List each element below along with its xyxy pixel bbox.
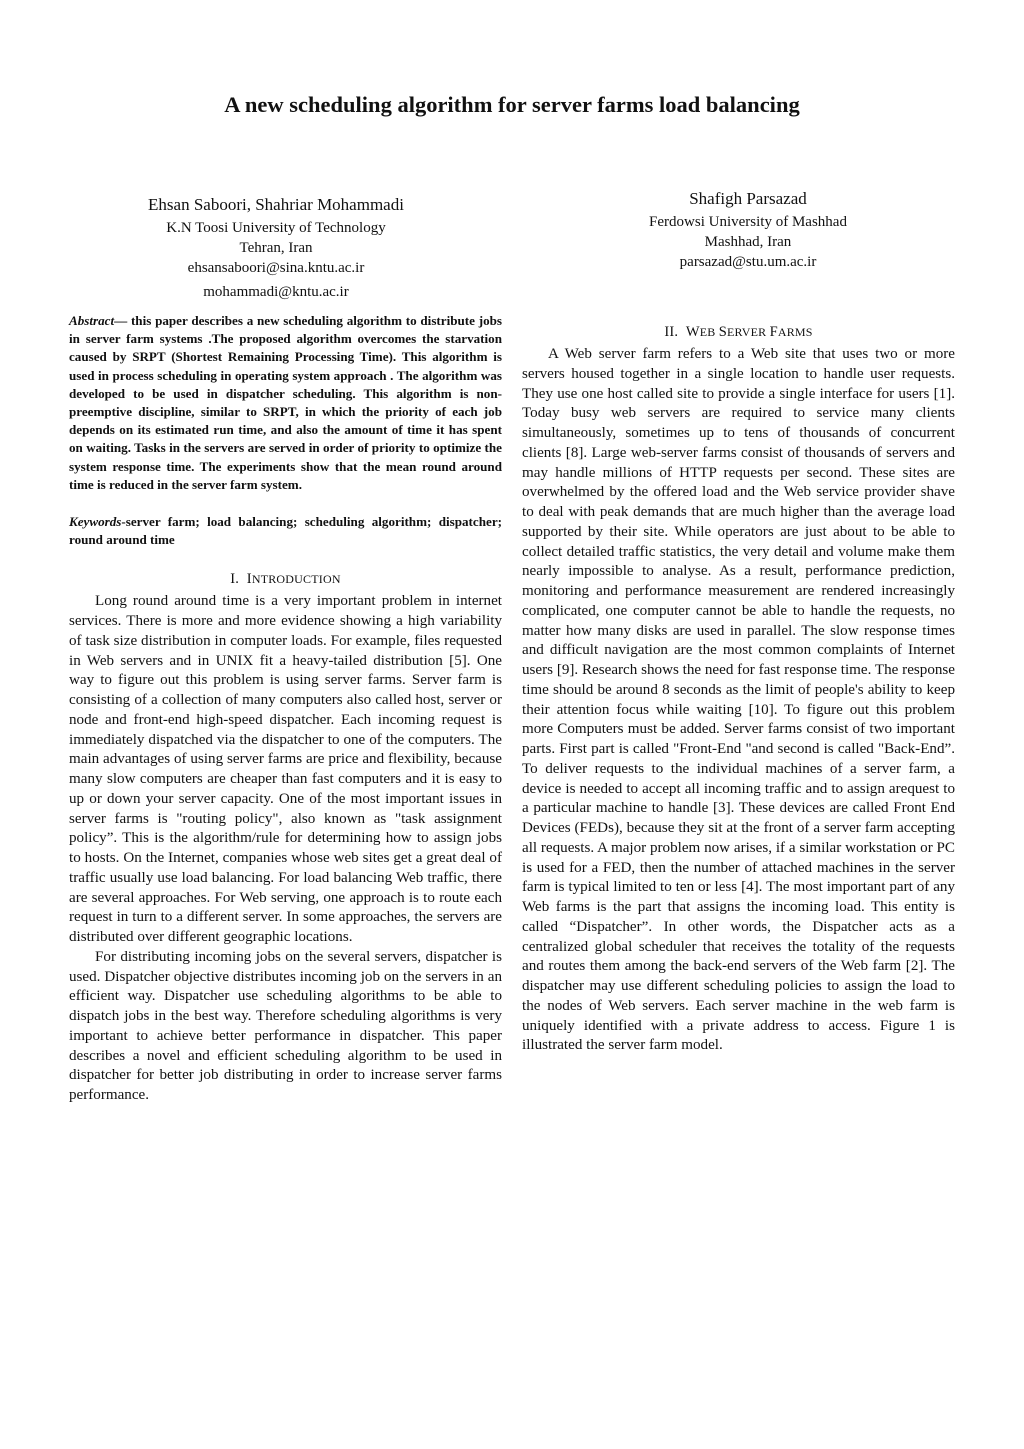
abstract	[69, 312, 502, 494]
right-column	[522, 324, 955, 1056]
heading-rest: ERVER	[726, 325, 770, 339]
paper-title: A new scheduling algorithm for server farms load balancing	[224, 92, 800, 117]
section-heading-web-server-farms	[522, 324, 955, 341]
author-names: Shafigh Parsazad	[689, 189, 807, 208]
left-column	[69, 312, 502, 1106]
keywords-label: Keywords	[69, 514, 122, 530]
heading-rest: ARMS	[777, 325, 813, 339]
section-number: I.	[230, 571, 240, 588]
body-paragraph: A Web server farm refers to a Web site that uses two or more servers housed together in a single location to handle user requests. They use one host called site to provide a single interface for users [1]. Today busy web servers are required to service many clients simultaneously, sometimes up to tens of thousands of concurrent clients [8]. Large web-server farms consist of thousands of servers and may handle millions of HTTP requests per second. These sites are overwhelmed by the offered load and the Web service provider shave to deal with peak demands that are much higher than the average load supported by their site. While operators are just about to be able to collect detailed traffic statistics, the very detail and volume make them nearly impossible to analyse. As a result, performance prediction, monitoring and performance measurement are rendered increasingly complicated, one computer cannot be able to handle the requests, no matter how many disks are used in parallel. The slow response times and difficult navigation are the most common complaints of Internet users [9]. Research shows the need for fast response time. The response time should be around 8 seconds as the limit of people's ability to keep their attention focus while waiting [10]. To figure out this problem more Computers must be added. Server farms consist of two important parts. First part is called "Front-End "and second is called "Back-End”. To deliver requests to the individual machines of a server farm, a device is needed to accept all incoming traffic and to assign arequest to a particular machine to handle [3]. These devices are called Front End Devices (FEDs), because they sit at the front of a server farm accepting all requests. A major problem now arises, if a similar workstation or PC is used for a FED, then the number of attached machines in the server farm is typical limited to ten or less [4]. The most important part of any Web farms is the part that assigns the incoming load. This entity is called “Dispatcher”. In other words, the Dispatcher acts as a centralized global scheduler that receives the totality of the requests and routes them among the back-end servers of the Web farm [2]. The dispatcher may use different scheduling policies to assign the load to the nodes of Web servers. Each server machine in the web farm is uniquely identified with a private address to access. Figure 1 is illustrated the server farm model.	[522, 346, 955, 1054]
heading-initial: I	[246, 571, 252, 588]
author-block-right	[588, 188, 908, 272]
heading-rest: EB	[699, 325, 719, 339]
author-names: Ehsan Saboori, Shahriar Mohammadi	[148, 195, 404, 214]
author-block-left	[96, 194, 456, 302]
body-paragraph: Long round around time is a very important problem in internet services. There is more and more evidence showing a high variability of task size distribution in computer loads. For example, files requested in Web servers and in UNIX fit a heavy-tailed distribution [5]. One way to figure out this problem is using server farms. Server farm is consisting of a collection of many computers also called host, server or node and front-end high-speed dispatcher. Each incoming request is immediately dispatched via the dispatcher to one of the computers. The main advantages of using server farms are price and flexibility, because many slow computers are cheaper than fast computers and it is easy to up or down your server capacity. One of the most important issues in server farms is "routing policy", also known as "task assignment policy”. This is the algorithm/rule for determining how to assign jobs to hosts. On the Internet, companies whose web sites get a great deal of traffic usually use load balancing. For load balancing Web traffic, there are several approaches. For Web serving, one approach is to route each request in turn to a different server. In some approaches, the servers are distributed over different geographic locations.	[69, 593, 502, 946]
author-location: Tehran, Iran	[239, 240, 313, 256]
author-email-secondary: mohammadi@kntu.ac.ir	[203, 284, 349, 300]
abstract-label: Abstract	[69, 313, 115, 328]
heading-initial: W	[685, 324, 700, 340]
author-location: Mashhad, Iran	[704, 234, 792, 250]
section-number: II.	[664, 324, 679, 340]
keywords	[69, 513, 502, 549]
keywords-text: -server farm; load balancing; scheduling algorithm; dispatcher; round around time	[69, 514, 502, 548]
heading-initial: S	[718, 324, 727, 340]
body-paragraph: For distributing incoming jobs on the several servers, dispatcher is used. Dispatcher objective distributes incoming job on the servers in an efficient way. Dispatcher use scheduling algorithms to be able to dispatch jobs in the best way. Therefore scheduling algorithms is very important to achieve better performance in dispatcher. This paper describes a novel and efficient scheduling algorithm to be used in dispatcher for better job distributing in order to increase server farms performance.	[69, 948, 502, 1104]
author-email: parsazad@stu.um.ac.ir	[679, 254, 817, 270]
author-affiliation: Ferdowsi University of Mashhad	[649, 214, 847, 230]
abstract-dash: —	[114, 313, 128, 328]
author-email: ehsansaboori@sina.kntu.ac.ir	[187, 260, 365, 276]
section-heading-introduction	[69, 571, 502, 588]
abstract-text: this paper describes a new scheduling algorithm to distribute jobs in server farm systems .The proposed algorithm overcomes the starvation caused by SRPT (Shortest Remaining Processing Time). This algorithm is used in process scheduling in operating system approach . The algorithm was developed to be used in dispatcher scheduling. This algorithm is non-preemptive discipline, similar to SRPT, in which the priority of each job depends on its estimated run time, and also the amount of time it has spent on waiting. Tasks in the servers are served in order of priority to optimize the system response time. The experiments show that the mean round around time is reduced in the server farm system.	[69, 313, 502, 492]
heading-initial: F	[769, 324, 778, 340]
heading-rest: NTRODUCTION	[251, 572, 341, 587]
author-affiliation: K.N Toosi University of Technology	[166, 220, 386, 236]
